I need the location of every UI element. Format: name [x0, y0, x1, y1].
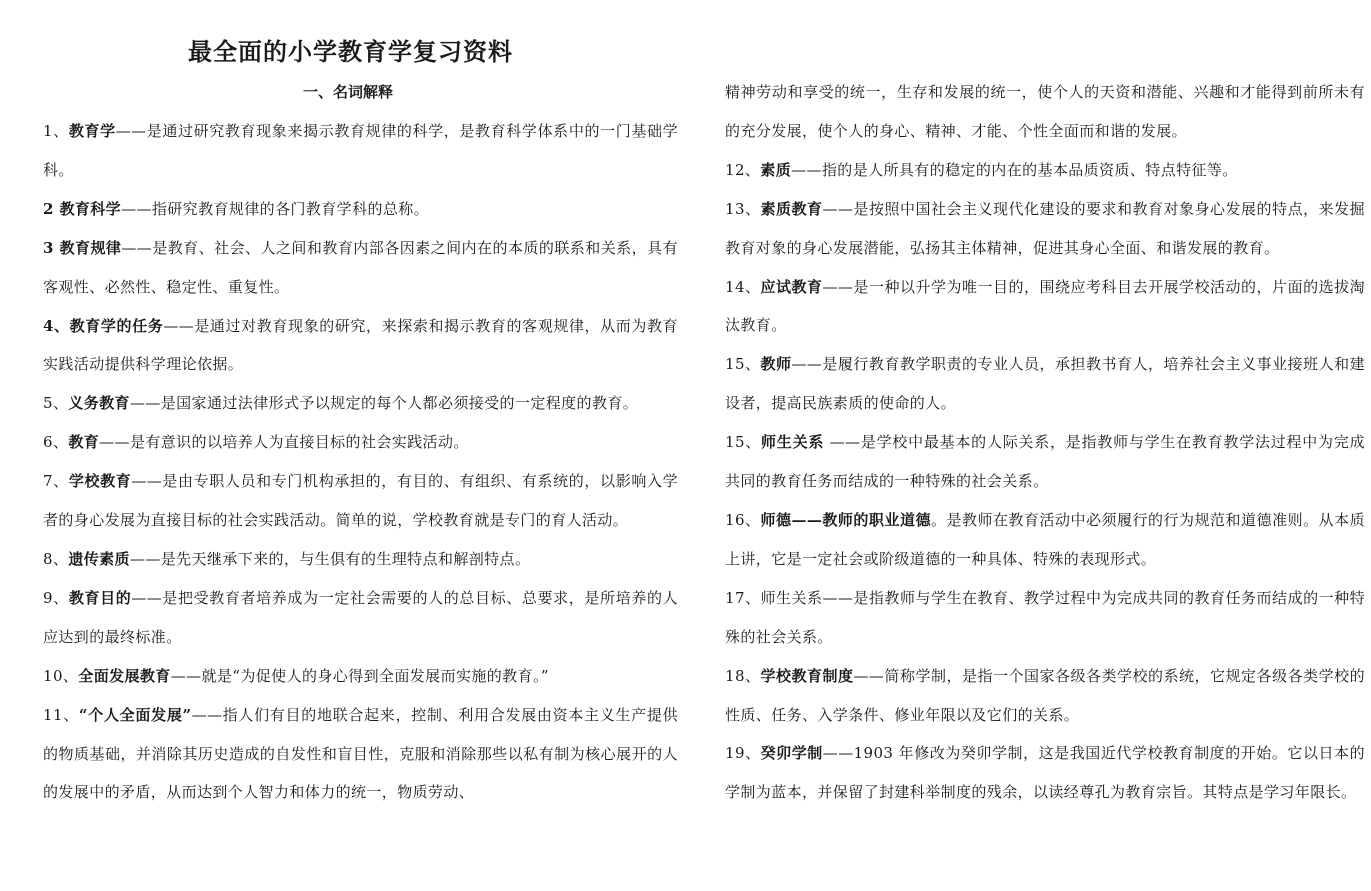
entry-term: 癸卯学制	[760, 744, 823, 763]
right-entries	[725, 73, 1365, 812]
entry-term: 义务教育	[68, 394, 130, 413]
entry-term: 全面发展教育	[78, 666, 171, 685]
entry-term: 教师	[760, 355, 792, 374]
glossary-entry: 13、素质教育——是按照中国社会主义现代化建设的要求和教育对象身心发展的特点，来发掘教育对象的身心发展潜能，弘扬其主体精神，促进其身心全面、和谐发展的教育。	[725, 199, 1365, 257]
entry-term: 师生关系	[761, 433, 825, 452]
glossary-entry: 8、遗传素质——是先天继承下来的，与生俱有的生理特点和解剖特点。	[43, 549, 531, 568]
glossary-entry: 4、教育学的任务——是通过对教育现象的研究，来探索和揭示教育的客观规律，从而为教育实践活动提供科学理论依据。	[43, 316, 678, 374]
glossary-entry: 15、教师——是履行教育教学职责的专业人员，承担教书育人，培养社会主义事业接班人和建设者，提高民族素质的使命的人。	[725, 355, 1365, 413]
glossary-entry: 15、师生关系 ——是学校中最基本的人际关系，是指教师与学生在教育教学法过程中为完成共同的教育任务而结成的一种特殊的社会关系。	[725, 433, 1365, 491]
entry-term: 教育科学	[59, 199, 122, 218]
entry-term: 遗传素质	[68, 549, 130, 568]
glossary-entry: 14、应试教育——是一种以升学为唯一目的，围绕应考科目去开展学校活动的，片面的选拔淘汰教育。	[725, 277, 1365, 335]
entry-term: 教育学	[68, 122, 116, 140]
glossary-entry: 3 教育规律——是教育、社会、人之间和教育内部各因素之间内在的本质的联系和关系，具有客观性、必然性、稳定性、重复性。	[43, 238, 678, 296]
glossary-entry: 6、教育——是有意识的以培养人为直接目标的社会实践活动。	[43, 433, 469, 452]
glossary-entry: 17、师生关系——是指教师与学生在教育、教学过程中为完成共同的教育任务而结成的一种特殊的社会关系。	[725, 588, 1365, 646]
glossary-entry: 19、癸卯学制——1903 年修改为癸卯学制，这是我国近代学校教育制度的开始。它以日本的学制为蓝本，并保留了封建科举制度的残余，以读经尊孔为教育宗旨。其特点是学习年限长。	[725, 744, 1365, 802]
glossary-entry: 16、师德——教师的职业道德。是教师在教育活动中必须履行的行为规范和道德准则。从本质上讲，它是一定社会或阶级道德的一种具体、特殊的表现形式。	[725, 510, 1365, 568]
entry-term: 学校教育制度	[760, 666, 854, 685]
glossary-entry-continuation: 精神劳动和享受的统一，生存和发展的统一，使个人的天资和潜能、兴趣和才能得到前所未有的充分发展，使个人的身心、精神、才能、个性全面而和谐的发展。	[725, 83, 1365, 140]
entry-term: 教育学的任务	[69, 316, 164, 335]
entry-term: 教育目的	[68, 588, 132, 607]
glossary-entry: 12、素质——指的是人所具有的稳定的内在的基本品质资质、特点特征等。	[725, 160, 1238, 179]
glossary-entry: 1、教育学——是通过研究教育现象来揭示教育规律的科学，是教育科学体系中的一门基础学科。	[43, 122, 679, 179]
glossary-entry: 2 教育科学——指研究教育规律的各门教育学科的总称。	[43, 199, 430, 218]
entry-term: 素质教育	[760, 199, 823, 218]
entry-term: 素质	[760, 160, 792, 179]
entry-term: 学校教育	[68, 472, 132, 491]
entry-term: 教育规律	[59, 238, 122, 257]
glossary-entry: 18、学校教育制度——简称学制，是指一个国家各级各类学校的系统，它规定各级各类学校的性质、任务、入学条件、修业年限以及它们的关系。	[725, 666, 1365, 724]
glossary-entry: 7、学校教育——是由专职人员和专门机构承担的，有目的、有组织、有系统的，以影响入学者的身心发展为直接目标的社会实践活动。简单的说，学校教育就是专门的育人活动。	[43, 472, 678, 530]
entry-term: 师德——教师的职业道德	[760, 510, 931, 529]
entry-term: “个人全面发展”	[78, 705, 192, 724]
document-title: 最全面的小学教育学复习资料	[188, 37, 513, 66]
entry-term: 应试教育	[760, 277, 823, 296]
glossary-entry: 5、义务教育——是国家通过法律形式予以规定的每个人都必须接受的一定程度的教育。	[43, 394, 639, 413]
glossary-entry: 11、“个人全面发展”——指人们有目的地联合起来，控制、利用合发展由资本主义生产提供的物质基础，并消除其历史造成的自发性和盲目性，克服和消除那些以私有制为核心展开的人的发展中的矛盾，从而达到个人智力和体力的统一，物质劳动、	[43, 705, 678, 802]
entry-term: 教育	[68, 433, 100, 452]
glossary-entry: 9、教育目的——是把受教育者培养成为一定社会需要的人的总目标、总要求，是所培养的人应达到的最终标准。	[43, 588, 678, 646]
section-heading: 一、名词解释	[303, 83, 394, 101]
glossary-entry: 10、全面发展教育——就是“为促使人的身心得到全面发展而实施的教育。”	[43, 666, 549, 685]
left-entries	[43, 112, 678, 812]
